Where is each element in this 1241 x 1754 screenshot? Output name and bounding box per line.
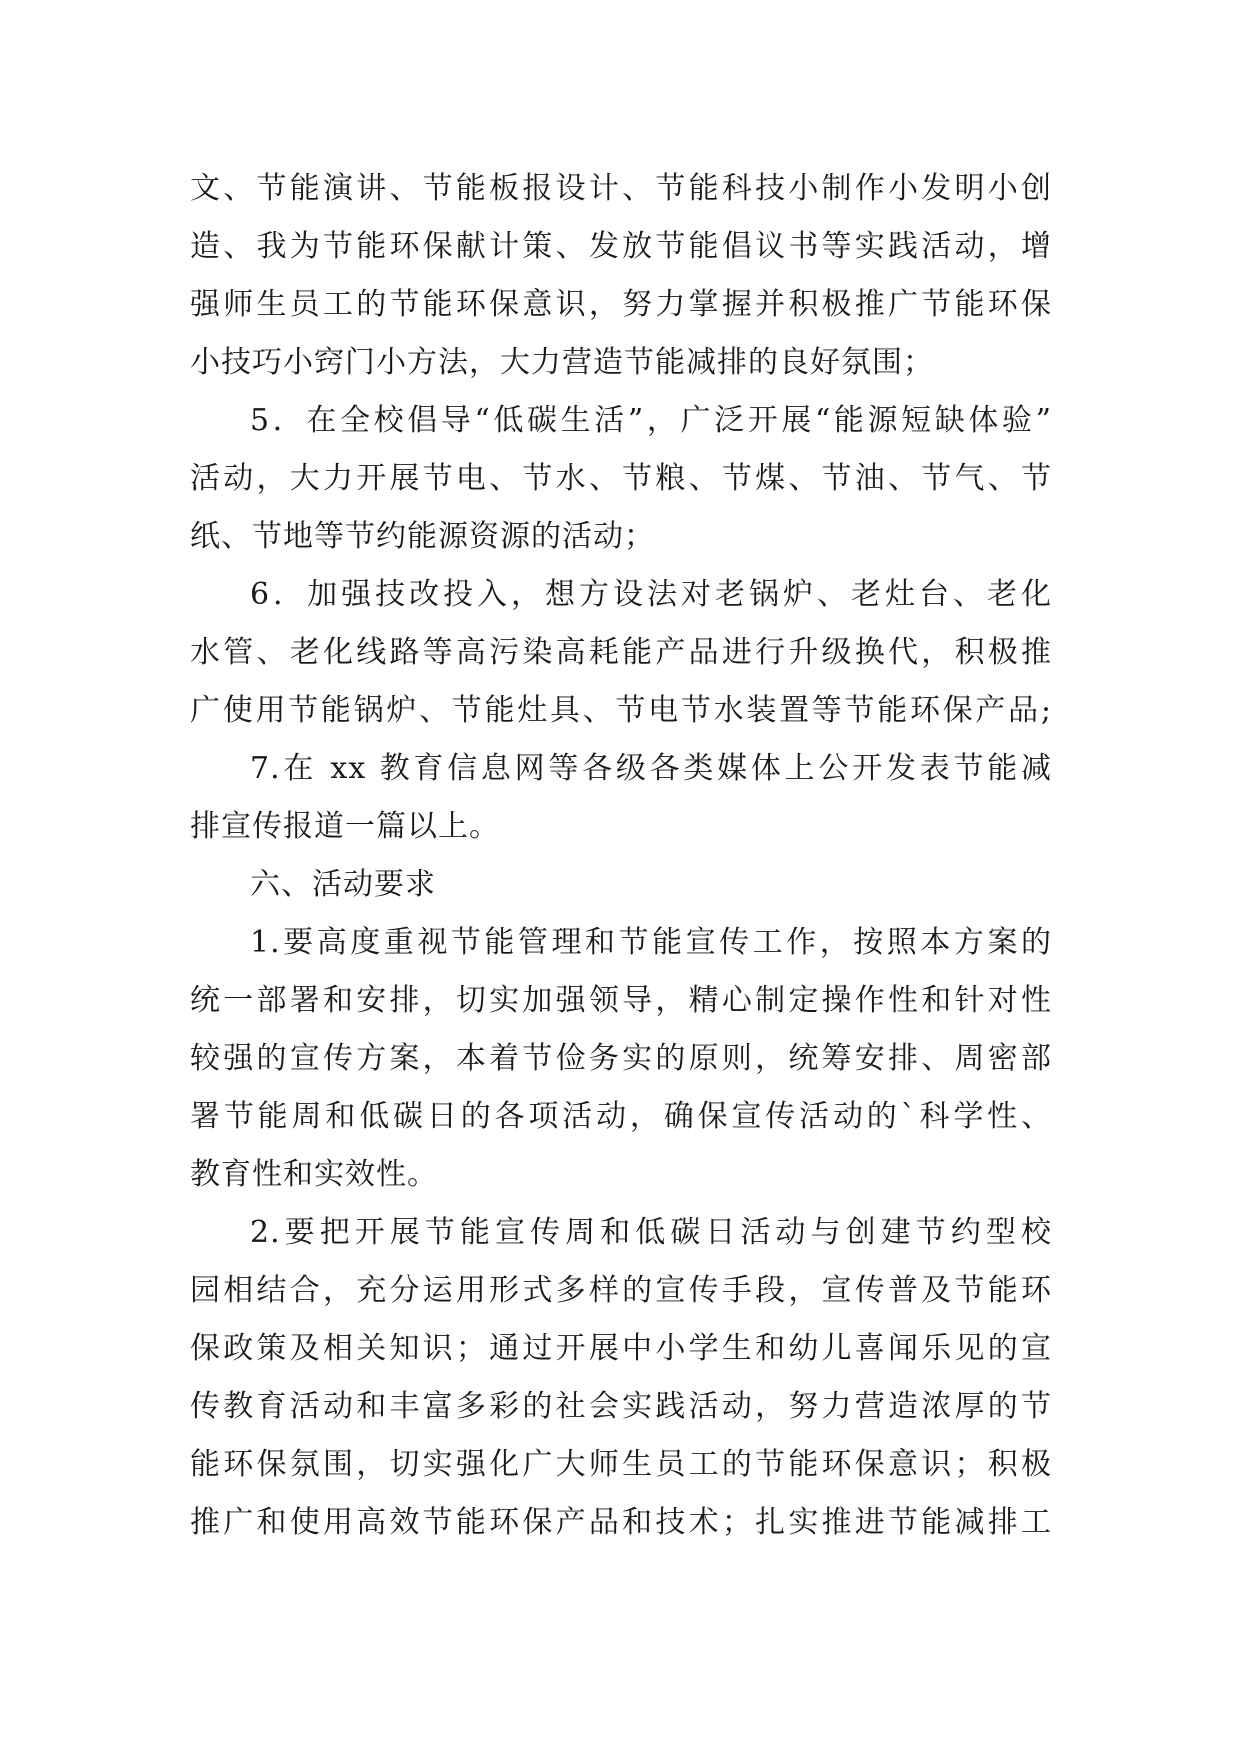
text-line: 6．加强技改投入，想方设法对老锅炉、老灶台、老化 (250, 577, 1052, 612)
text-line: 强师生员工的节能环保意识，努力掌握并积极推广节能环保 (190, 287, 1052, 322)
text-line: 5．在全校倡导“低碳生活”，广泛开展“能源短缺体验” (250, 403, 1052, 438)
text-line: 1.要高度重视节能管理和节能宣传工作，按照本方案的 (250, 925, 1052, 960)
text-line: 园相结合，充分运用形式多样的宣传手段，宣传普及节能环 (190, 1273, 1052, 1308)
document-body (190, 160, 1052, 1552)
text-line: 保政策及相关知识；通过开展中小学生和幼儿喜闻乐见的宣 (190, 1331, 1052, 1366)
text-line: 六、活动要求 (250, 867, 436, 902)
text-line: 统一部署和安排，切实加强领导，精心制定操作性和针对性 (190, 983, 1052, 1018)
text-line: 推广和使用高效节能环保产品和技术；扎实推进节能减排工 (190, 1505, 1052, 1540)
text-line: 7.在 xx 教育信息网等各级各类媒体上公开发表节能减 (250, 751, 1052, 786)
text-line: 传教育活动和丰富多彩的社会实践活动，努力营造浓厚的节 (190, 1389, 1052, 1424)
text-line: 排宣传报道一篇以上。 (190, 809, 500, 844)
text-line: 能环保氛围，切实强化广大师生员工的节能环保意识；积极 (190, 1447, 1052, 1482)
text-line: 教育性和实效性。 (190, 1157, 438, 1192)
text-line: 文、节能演讲、节能板报设计、节能科技小制作小发明小创 (190, 171, 1052, 206)
text-line: 小技巧小窍门小方法，大力营造节能减排的良好氛围； (190, 345, 934, 380)
text-line: 广使用节能锅炉、节能灶具、节电节水装置等节能环保产品; (190, 693, 1052, 728)
text-line: 署节能周和低碳日的各项活动，确保宣传活动的`科学性、 (190, 1099, 1052, 1134)
text-line: 造、我为节能环保献计策、发放节能倡议书等实践活动，增 (190, 229, 1052, 264)
text-line: 活动，大力开展节电、节水、节粮、节煤、节油、节气、节 (190, 461, 1052, 496)
text-line: 2.要把开展节能宣传周和低碳日活动与创建节约型校 (250, 1215, 1052, 1250)
text-line: 纸、节地等节约能源资源的活动； (190, 519, 655, 554)
text-line: 水管、老化线路等高污染高耗能产品进行升级换代，积极推 (190, 635, 1052, 670)
text-line: 较强的宣传方案，本着节俭务实的原则，统筹安排、周密部 (190, 1041, 1052, 1076)
